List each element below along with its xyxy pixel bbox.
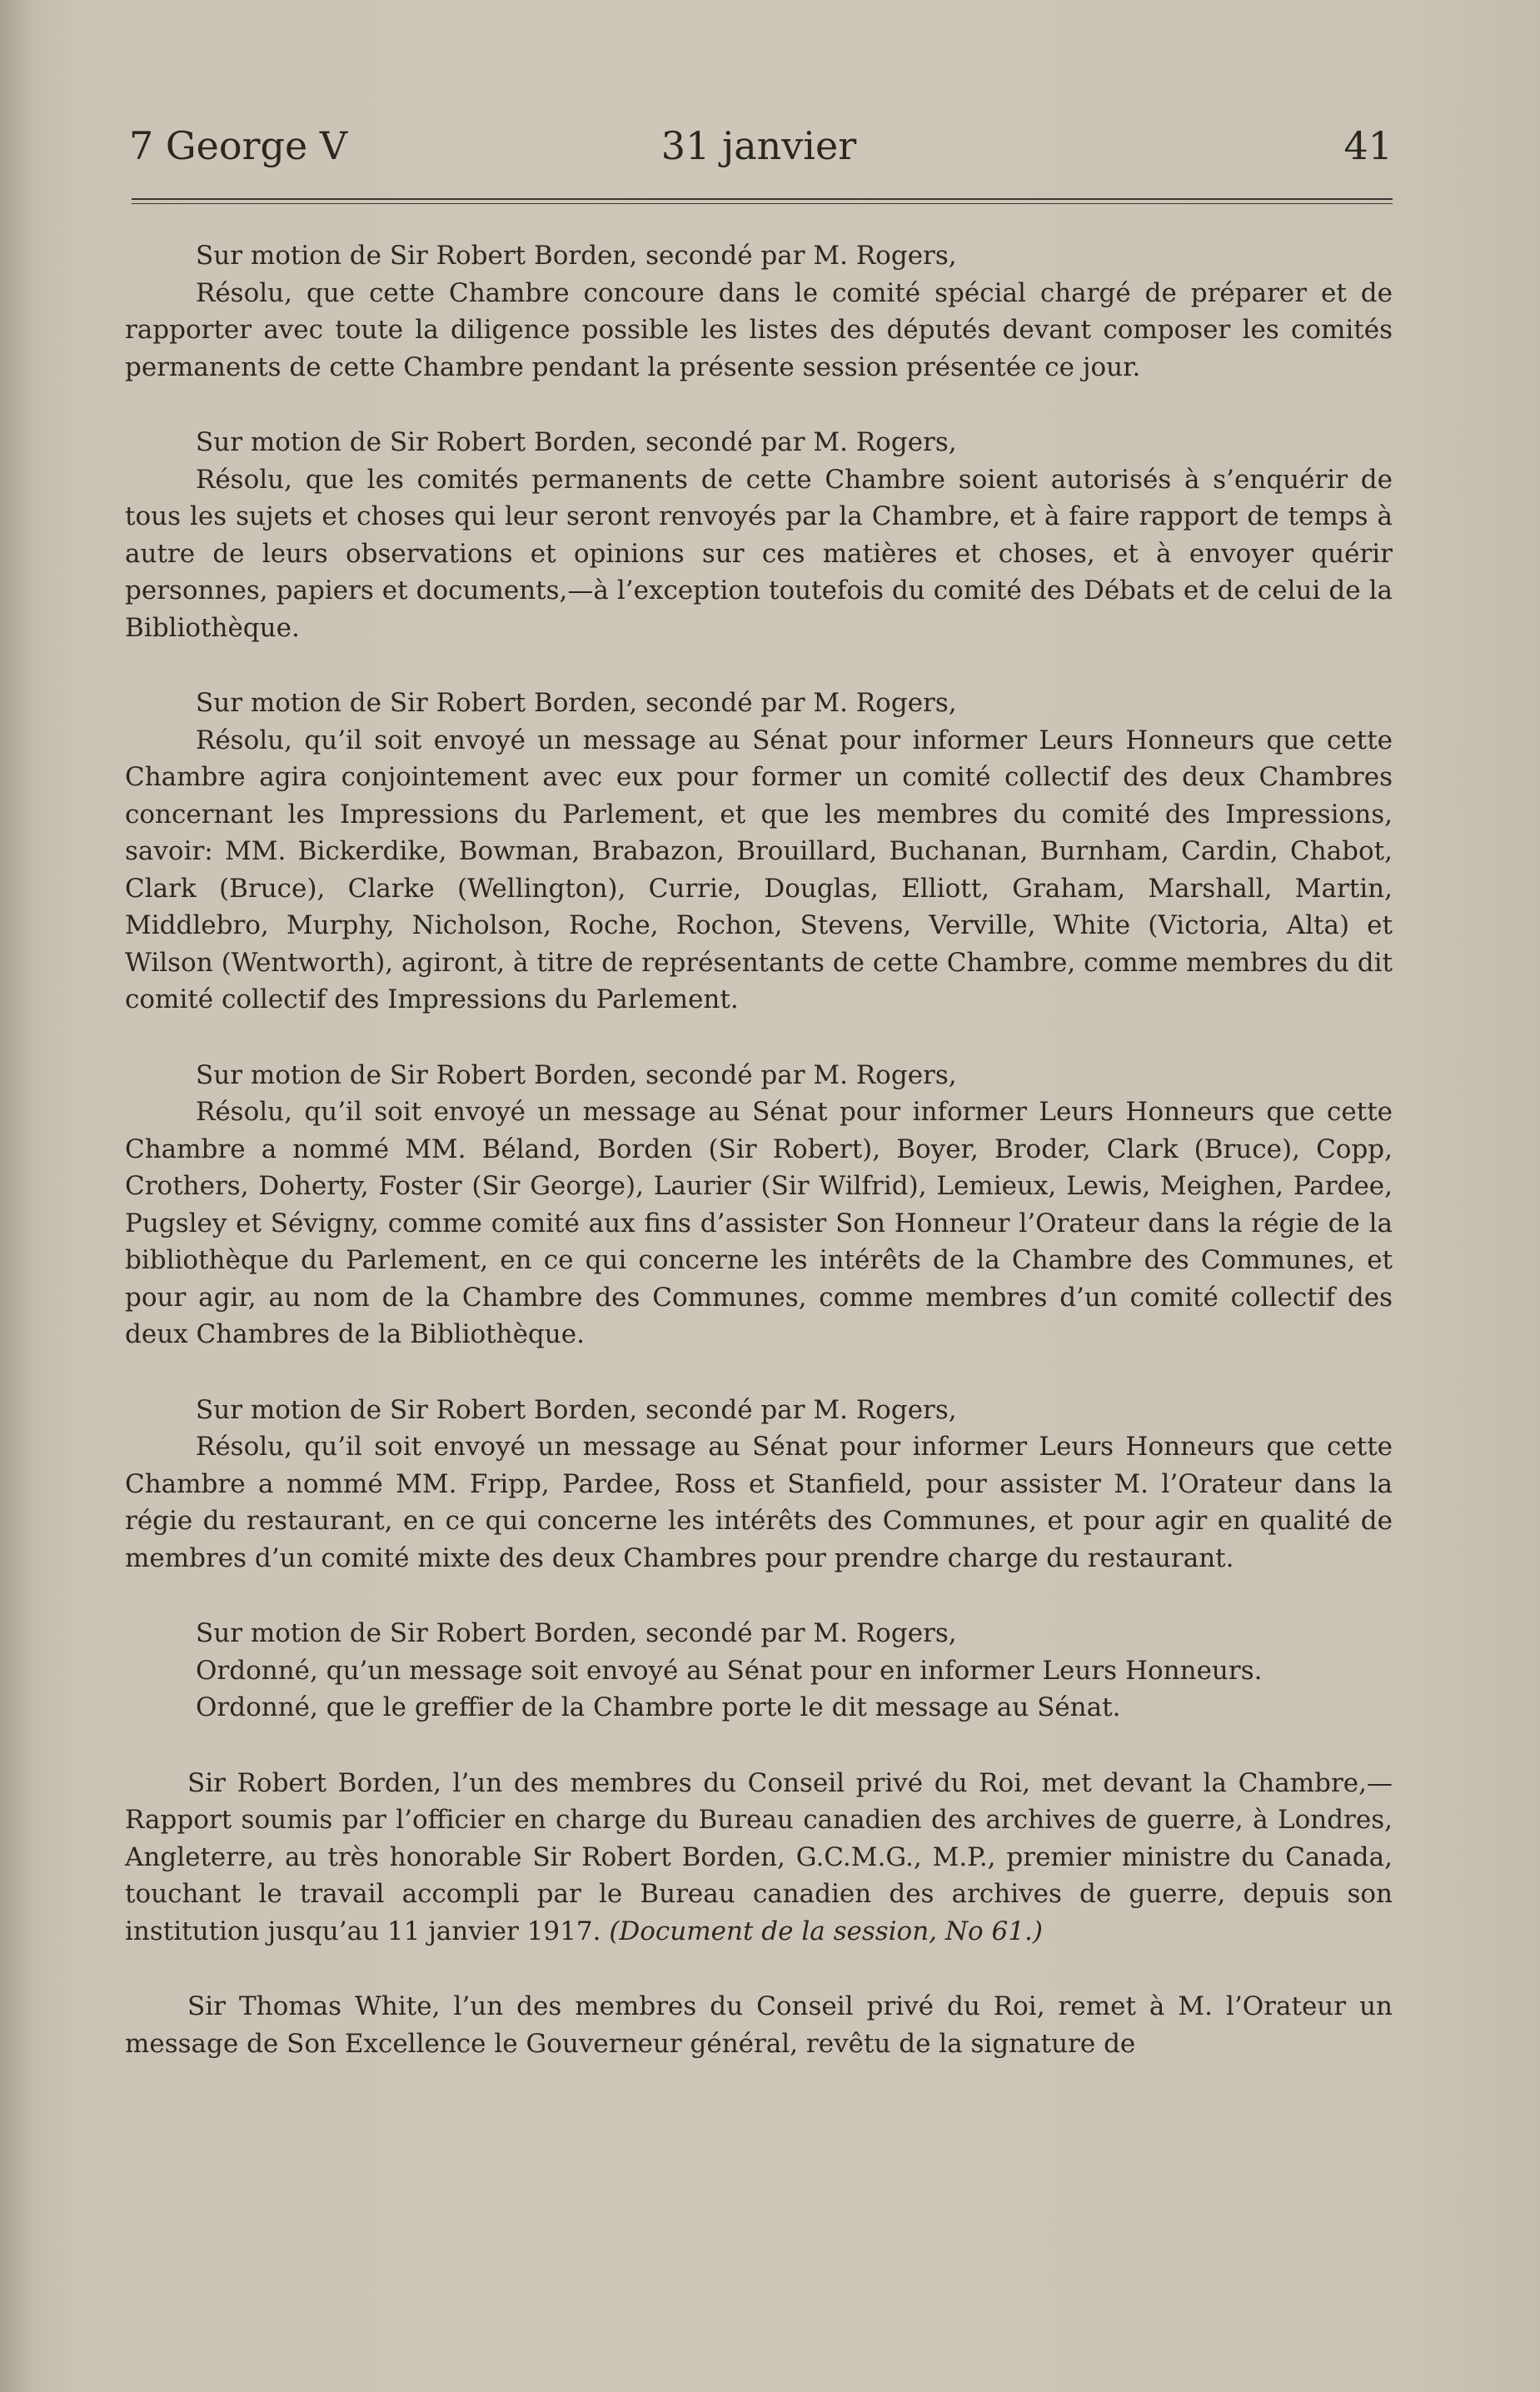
motion-line: Sur motion de Sir Robert Borden, secondé par M. Rogers,	[196, 1618, 957, 1648]
running-header	[125, 117, 1393, 175]
order-text: Ordonné, qu’un message soit envoyé au Sénat pour en informer Leurs Honneurs.	[196, 1655, 1263, 1686]
message-entry	[125, 1988, 1393, 2062]
document-text	[125, 1765, 1393, 1951]
motion-line: Sur motion de Sir Robert Borden, secondé par M. Rogers,	[196, 1394, 957, 1425]
motion-entry	[125, 685, 1393, 1019]
motion-entry	[125, 1615, 1393, 1727]
document-description: Sir Robert Borden, l’un des membres du Conseil privé du Roi, met devant la Chambre,—Rapport soumis par l’officier en charge du Bureau canadien des archives de guerre, à Londres, Angleterre, au très honorable Sir Robert Borden, G.C.M.G., M.P., premier ministre du Canada, touchant le travail accompli par le Bureau canadien des archives de guerre, depuis son institution jusqu’au 11 janvier 1917.	[125, 1767, 1393, 1946]
document-tabled-entry	[125, 1765, 1393, 1951]
header-regnal-year: 7 George V	[129, 123, 348, 168]
header-date: 31 janvier	[660, 123, 857, 168]
page-number: 41	[1343, 123, 1393, 168]
motion-line: Sur motion de Sir Robert Borden, secondé par M. Rogers,	[196, 688, 957, 718]
resolution-text: Résolu, qu’il soit envoyé un message au Sénat pour informer Leurs Honneurs que cette Chambre a nommé MM. Béland, Borden (Sir Robert), Boyer, Broder, Clark (Bruce), Copp, Crothers, Doherty, Foster (Sir George), Laurier (Sir Wilfrid), Lemieux, Lewis, Meighen, Pardee, Pugsley et Sévigny, comme comité aux fins d’assister Son Honneur l’Orateur dans la régie de la bibliothèque du Parlement, en ce qui concerne les intérêts de la Chambre des Communes, et pour agir, au nom de la Chambre des Communes, comme membres d’un comité collectif des deux Chambres de la Bibliothèque.	[125, 1097, 1393, 1349]
motion-line: Sur motion de Sir Robert Borden, secondé par M. Rogers,	[196, 427, 957, 457]
motion-entry	[125, 237, 1393, 386]
resolution-text: Résolu, qu’il soit envoyé un message au Sénat pour informer Leurs Honneurs que cette Chambre agira conjointement avec eux pour former un comité collectif des deux Chambres concernant les Impressions du Parlement, et que les membres du comité des Impressions, savoir: MM. Bickerdike, Bowman, Brabazon, Brouillard, Buchanan, Burnham, Cardin, Chabot, Clark (Bruce), Clarke (Wellington), Currie, Douglas, Elliott, Graham, Marshall, Martin, Middlebro, Murphy, Nicholson, Roche, Rochon, Stevens, Verville, White (Victoria, Alta) et Wilson (Wentworth), agiront, à titre de représentants de cette Chambre, comme membres du dit comité collectif des Impressions du Parlement.	[125, 725, 1393, 1014]
document-reference: (Document de la session, No 61.)	[609, 1916, 1043, 1946]
resolution-text: Résolu, qu’il soit envoyé un message au Sénat pour informer Leurs Honneurs que cette Chambre a nommé MM. Fripp, Pardee, Ross et Stanfield, pour assister M. l’Orateur dans la régie du restaurant, en ce qui concerne les intérêts des Communes, et pour agir en qualité de membres d’un comité mixte des deux Chambres pour prendre charge du restaurant.	[125, 1432, 1393, 1573]
page-content	[125, 117, 1393, 2100]
motion-entry	[125, 1392, 1393, 1577]
resolution-text: Résolu, que les comités permanents de cette Chambre soient autorisés à s’enquérir de tous les sujets et choses qui leur seront renvoyés par la Chambre, et à faire rapport de temps à autre de leurs observations et opinions sur ces matières et choses, et à envoyer quérir personnes, papiers et documents,—à l’exception toutefois du comité des Débats et de celui de la Bibliothèque.	[125, 464, 1393, 643]
message-text: Sir Thomas White, l’un des membres du Conseil privé du Roi, remet à M. l’Orateur un message de Son Excellence le Gouverneur général, revêtu de la signature de	[125, 1991, 1393, 2059]
order-text: Ordonné, que le greffier de la Chambre porte le dit message au Sénat.	[196, 1692, 1121, 1722]
motion-line: Sur motion de Sir Robert Borden, secondé par M. Rogers,	[196, 1059, 957, 1090]
journal-body	[125, 237, 1393, 2062]
header-rule	[132, 198, 1393, 204]
motion-line: Sur motion de Sir Robert Borden, secondé par M. Rogers,	[196, 241, 957, 271]
motion-entry	[125, 424, 1393, 646]
motion-entry	[125, 1057, 1393, 1353]
resolution-text: Résolu, que cette Chambre concoure dans le comité spécial chargé de préparer et de rapporter avec toute la diligence possible les listes des députés devant composer les comités permanents de cette Chambre pendant la présente session présentée ce jour.	[125, 277, 1393, 382]
